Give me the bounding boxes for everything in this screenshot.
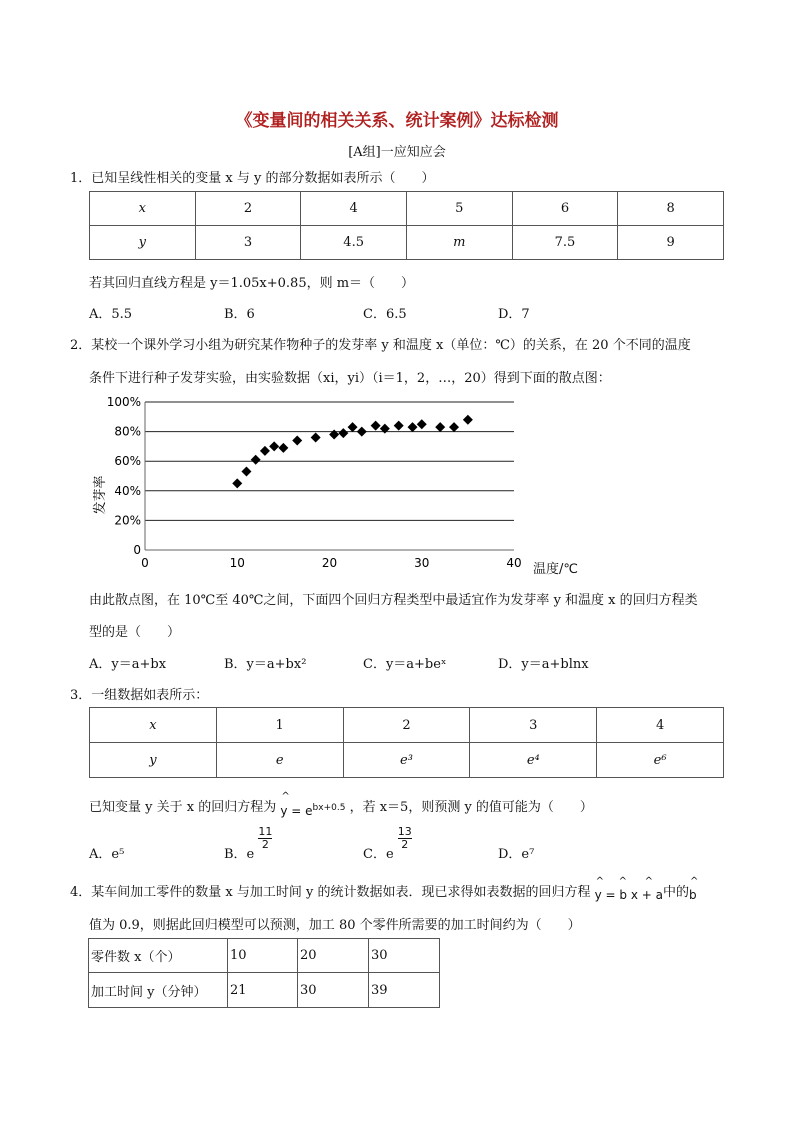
q1-option-d: D．7 <box>498 307 530 322</box>
q4-table <box>88 938 440 1008</box>
table-cell: 6 <box>512 192 618 226</box>
q3-regression-eq: ^ $y = e^{bx+0.5}$ <box>280 791 346 818</box>
table-cell: e <box>216 743 343 778</box>
x-tick-label: 10 <box>229 556 245 570</box>
q4-line2: 值为 0.9，则据此回归模型可以预测，加工 80 个零件所需要的加工时间约为（ ） <box>89 918 581 933</box>
data-point <box>463 415 473 425</box>
q2-after2: 型的是（ ） <box>89 625 181 640</box>
data-point <box>292 435 302 445</box>
table-cell: 3 <box>195 226 301 260</box>
table-cell: 1 <box>216 708 343 743</box>
x-tick-labels <box>141 556 521 570</box>
table-cell: 39 <box>369 973 440 1008</box>
data-point <box>394 421 404 431</box>
q3-table <box>89 707 724 778</box>
q1-option-c: C．6.5 <box>363 307 407 322</box>
y-tick-label: 80% <box>114 424 141 439</box>
q2-option-a: A．y＝a+bx <box>89 657 167 672</box>
y-tick-label: 100% <box>106 395 141 409</box>
q3-row-x <box>90 708 724 743</box>
y-tick-label: 20% <box>114 513 141 528</box>
q1-after: 若其回归直线方程是 y＝1.05x+0.85，则 m＝（ ） <box>89 276 415 291</box>
q1-table <box>89 191 724 260</box>
data-point <box>278 443 288 453</box>
q4-row-count <box>89 939 440 973</box>
table-cell: x <box>90 708 217 743</box>
q1-option-b: B．6 <box>224 307 255 322</box>
q1-row-x <box>90 192 724 226</box>
table-cell: 30 <box>369 939 440 973</box>
q2-option-c: C．y＝a+beˣ <box>363 657 447 672</box>
table-cell: 4 <box>597 708 724 743</box>
table-cell: 9 <box>618 226 724 260</box>
table-cell: 21 <box>228 973 298 1008</box>
data-point <box>338 428 348 438</box>
chart-grid <box>145 402 514 550</box>
q4-row-time <box>89 973 440 1008</box>
q1-option-a: A．5.5 <box>89 307 133 322</box>
q2-option-b: B．y＝a+bx² <box>224 657 307 672</box>
data-point <box>357 427 367 437</box>
table-cell: 4.5 <box>301 226 407 260</box>
q2-line1: 2．某校一个课外学习小组为研究某作物种子的发芽率 y 和温度 x（单位：℃）的关系，在 20 个不同的温度 <box>70 338 691 353</box>
x-tick-label: 0 <box>141 556 149 570</box>
table-cell: e³ <box>343 743 470 778</box>
q3-after-pre: 已知变量 y 关于 x 的回归方程为 <box>89 800 277 815</box>
y-tick-label: 60% <box>114 454 141 469</box>
y-tick-label: 40% <box>114 483 141 498</box>
q4-regression-eq: ^ ^ ^ y = b x + a <box>594 876 663 902</box>
q3-option-a: A．e⁵ <box>89 847 125 862</box>
q3-option-d: D．e⁷ <box>498 847 535 862</box>
data-point <box>380 424 390 434</box>
data-point <box>232 478 242 488</box>
table-cell: e⁴ <box>470 743 597 778</box>
data-point <box>311 433 321 443</box>
q4-b-hat: ^ b <box>689 876 699 902</box>
table-cell: 4 <box>301 192 407 226</box>
data-point <box>260 446 270 456</box>
q3-stem: 3．一组数据如表所示： <box>70 688 209 703</box>
table-cell: y <box>90 743 217 778</box>
x-tick-label: 40 <box>506 556 522 570</box>
table-cell: 20 <box>298 939 369 973</box>
table-cell: 零件数 x（个） <box>89 939 228 973</box>
q3-option-c: C．e $\frac{13}{2}$ <box>363 825 412 862</box>
q3-after <box>89 791 593 818</box>
table-cell: 5 <box>406 192 512 226</box>
table-cell: x <box>90 192 196 226</box>
page-subtitle: [A组]一应知应会 <box>348 145 446 160</box>
x-tick-label: 30 <box>414 556 430 570</box>
q2-line2: 条件下进行种子发芽实验，由实验数据（xi，yi）（i＝1，2，…，20）得到下面的散点图： <box>89 371 611 386</box>
q3-option-b: B．e $\frac{11}{2}$ <box>224 825 273 862</box>
table-cell: 3 <box>470 708 597 743</box>
table-cell: 10 <box>228 939 298 973</box>
table-cell: 2 <box>195 192 301 226</box>
table-cell: 7.5 <box>512 226 618 260</box>
q3-after-post: ，若 x＝5，则预测 y 的值可能为（ ） <box>349 800 593 815</box>
table-cell: e⁶ <box>597 743 724 778</box>
data-point <box>449 422 459 432</box>
table-cell: 加工时间 y（分钟） <box>89 973 228 1008</box>
x-tick-label: 20 <box>321 556 338 570</box>
data-point <box>329 430 339 440</box>
q1-row-y <box>90 226 724 260</box>
table-cell: 30 <box>298 973 369 1008</box>
x-axis-label-outer: 温度/℃ <box>533 562 578 577</box>
table-cell: 2 <box>343 708 470 743</box>
data-point <box>251 455 261 465</box>
q2-after1: 由此散点图，在 10℃至 40℃之间，下面四个回归方程类型中最适宜作为发芽率 y 和温度 x 的回归方程类 <box>89 593 698 608</box>
page-title: 《变量间的相关关系、统计案例》达标检测 <box>235 111 559 131</box>
table-cell: y <box>90 226 196 260</box>
scatter-chart <box>90 392 600 582</box>
q3-row-y <box>90 743 724 778</box>
data-point <box>348 422 358 432</box>
q4-line1: 4．某车间加工零件的数量 x 与加工时间 y 的统计数据如表．现已求得如表数据的回归方程 ^ ^ ^ y = b x + a中的 ^ b <box>70 876 699 902</box>
table-cell: m <box>406 226 512 260</box>
y-tick-labels <box>107 395 141 557</box>
data-point <box>435 422 445 432</box>
data-point <box>269 441 279 451</box>
table-cell: 8 <box>618 192 724 226</box>
data-point <box>371 421 381 431</box>
data-points <box>232 415 473 489</box>
q2-option-d: D．y＝a+blnx <box>498 657 589 672</box>
data-point <box>241 467 251 477</box>
data-point <box>417 419 427 429</box>
data-point <box>408 422 418 432</box>
y-tick-label: 0 <box>133 543 141 557</box>
y-axis-label: 发芽率 <box>93 475 108 515</box>
q1-stem: 1．已知呈线性相关的变量 x 与 y 的部分数据如表所示（ ） <box>70 171 435 186</box>
